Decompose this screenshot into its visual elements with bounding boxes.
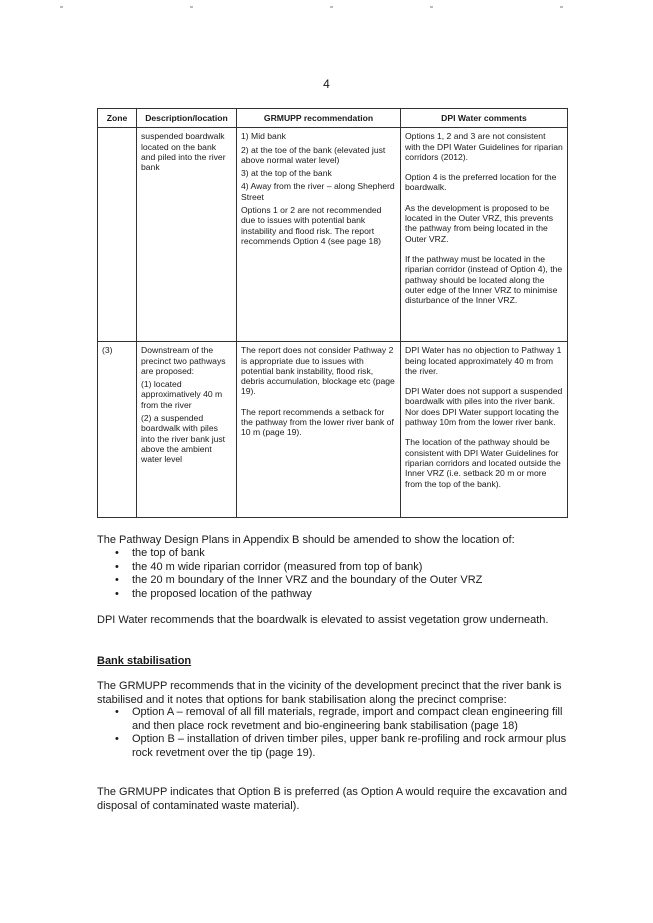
paragraph: The GRMUPP recommends that in the vicinity of the development precinct that the river bank is stabilised and it notes that options for bank stabilisation along the precinct comprise: [97, 680, 562, 706]
scan-speck [330, 6, 333, 8]
description-text: Downstream of the precinct two pathways are proposed: [141, 345, 226, 376]
description-cell [137, 128, 237, 342]
list-item-text: the proposed location of the pathway [132, 587, 312, 600]
dpi-text: DPI Water does not support a suspended boardwalk with piles into the river bank. Nor does DPI Water support locating the pathway 10m from the lower river bank. [405, 386, 563, 428]
description-text: (1) located approximatively 40 m from the river [141, 379, 223, 410]
list-item [97, 733, 567, 760]
table-row [98, 128, 568, 342]
dpi-text: Options 1, 2 and 3 are not consistent with the DPI Water Guidelines for riparian corridors (2012). [405, 131, 563, 162]
list-item-text: Option B – installation of driven timber piles, upper bank re-profiling and rock armour plus rock revetment over the tip (page 19). [132, 733, 567, 759]
list-item [97, 547, 567, 561]
bank-stabilisation-conclusion [97, 786, 567, 813]
boardwalk-note [97, 614, 567, 628]
page-number: 4 [323, 77, 330, 91]
header-description: Description/location [137, 109, 237, 128]
paragraph: DPI Water recommends that the boardwalk is elevated to assist vegetation grow underneath. [97, 614, 549, 626]
list-item-text: the 40 m wide riparian corridor (measured from top of bank) [132, 560, 423, 573]
description-text: suspended boardwalk located on the bank and piled into the river bank [141, 131, 226, 173]
bank-stabilisation-heading [97, 655, 567, 669]
scan-speck [560, 6, 563, 8]
grmupp-text: The report does not consider Pathway 2 is appropriate due to issues with potential bank instability, flood risk, debris accumulation, blockage etc (page 19). [241, 345, 395, 397]
list-item [97, 561, 567, 575]
paragraph: The GRMUPP indicates that Option B is preferred (as Option A would require the excavation and disposal of contaminated waste material). [97, 786, 567, 812]
bullet-icon: • [115, 733, 119, 745]
bullet-icon: • [115, 706, 119, 718]
list-item [97, 706, 567, 733]
section-heading: Bank stabilisation [97, 655, 192, 667]
scan-speck [190, 6, 193, 8]
table-row [98, 342, 568, 518]
list-item [97, 588, 567, 602]
list-item-text: the 20 m boundary of the Inner VRZ and the boundary of the Outer VRZ [132, 574, 483, 586]
grmupp-cell [237, 128, 401, 342]
grmupp-text: 4) Away from the river – along Shepherd Street [241, 181, 395, 202]
dpi-cell [401, 128, 568, 342]
zone-cell: (3) [98, 342, 137, 518]
grmupp-cell [237, 342, 401, 518]
design-plans-intro [97, 534, 567, 548]
grmupp-text: Options 1 or 2 are not recommended due to issues with potential bank instability and flood risk. The report recommends Option 4 (see page 18) [241, 205, 382, 246]
scan-speck [430, 6, 433, 8]
grmupp-text: 2) at the toe of the bank (elevated just above normal water level) [241, 144, 386, 165]
dpi-text: The location of the pathway should be consistent with DPI Water Guidelines for riparian corridors and located outside the Inner VRZ (i.e. setback 20 m or more from the top of the bank). [405, 437, 561, 489]
list-item-text: Option A – removal of all fill materials, regrade, import and compact clean engineering fill and then place rock revetment and bio-engineering bank stabilisation (page 18) [132, 706, 563, 732]
list-item [97, 574, 567, 588]
description-text: (2) a suspended boardwalk with piles into the river bank just above the ambient water level [141, 413, 226, 465]
bullet-icon: • [115, 560, 119, 573]
zone-cell [98, 128, 137, 342]
list-item-text: the top of bank [132, 547, 205, 559]
bank-stabilisation-list [97, 706, 567, 760]
table-header-row [98, 109, 568, 128]
description-cell [137, 342, 237, 518]
comments-table [97, 108, 568, 518]
bullet-icon: • [115, 574, 119, 586]
paragraph: The Pathway Design Plans in Appendix B should be amended to show the location of: [97, 534, 515, 546]
grmupp-text: 1) Mid bank [241, 131, 286, 142]
dpi-text: Option 4 is the preferred location for the boardwalk. [405, 172, 557, 193]
scan-speck [60, 6, 63, 8]
dpi-text: If the pathway must be located in the riparian corridor (instead of Option 4), the pathway should be located along the outer edge of the Inner VRZ to minimise disturbance of the Inner VRZ. [405, 253, 563, 306]
header-dpi: DPI Water comments [401, 109, 568, 128]
design-plans-list [97, 547, 567, 601]
dpi-text: As the development is proposed to be located in the Outer VRZ, this prevents the pathway from being located in the Outer VRZ. [405, 202, 554, 244]
bullet-icon: • [115, 547, 119, 559]
grmupp-text: 3) at the top of the bank [241, 168, 332, 179]
dpi-cell [401, 342, 568, 518]
dpi-text: DPI Water has no objection to Pathway 1 being located approximately 40 m from the river. [405, 345, 562, 376]
bullet-icon: • [115, 587, 119, 600]
header-zone: Zone [98, 109, 137, 128]
bank-stabilisation-intro [97, 680, 567, 707]
grmupp-text: The report recommends a setback for the pathway from the lower river bank of 10 m (page 19). [241, 406, 394, 438]
header-grmupp: GRMUPP recommendation [237, 109, 401, 128]
